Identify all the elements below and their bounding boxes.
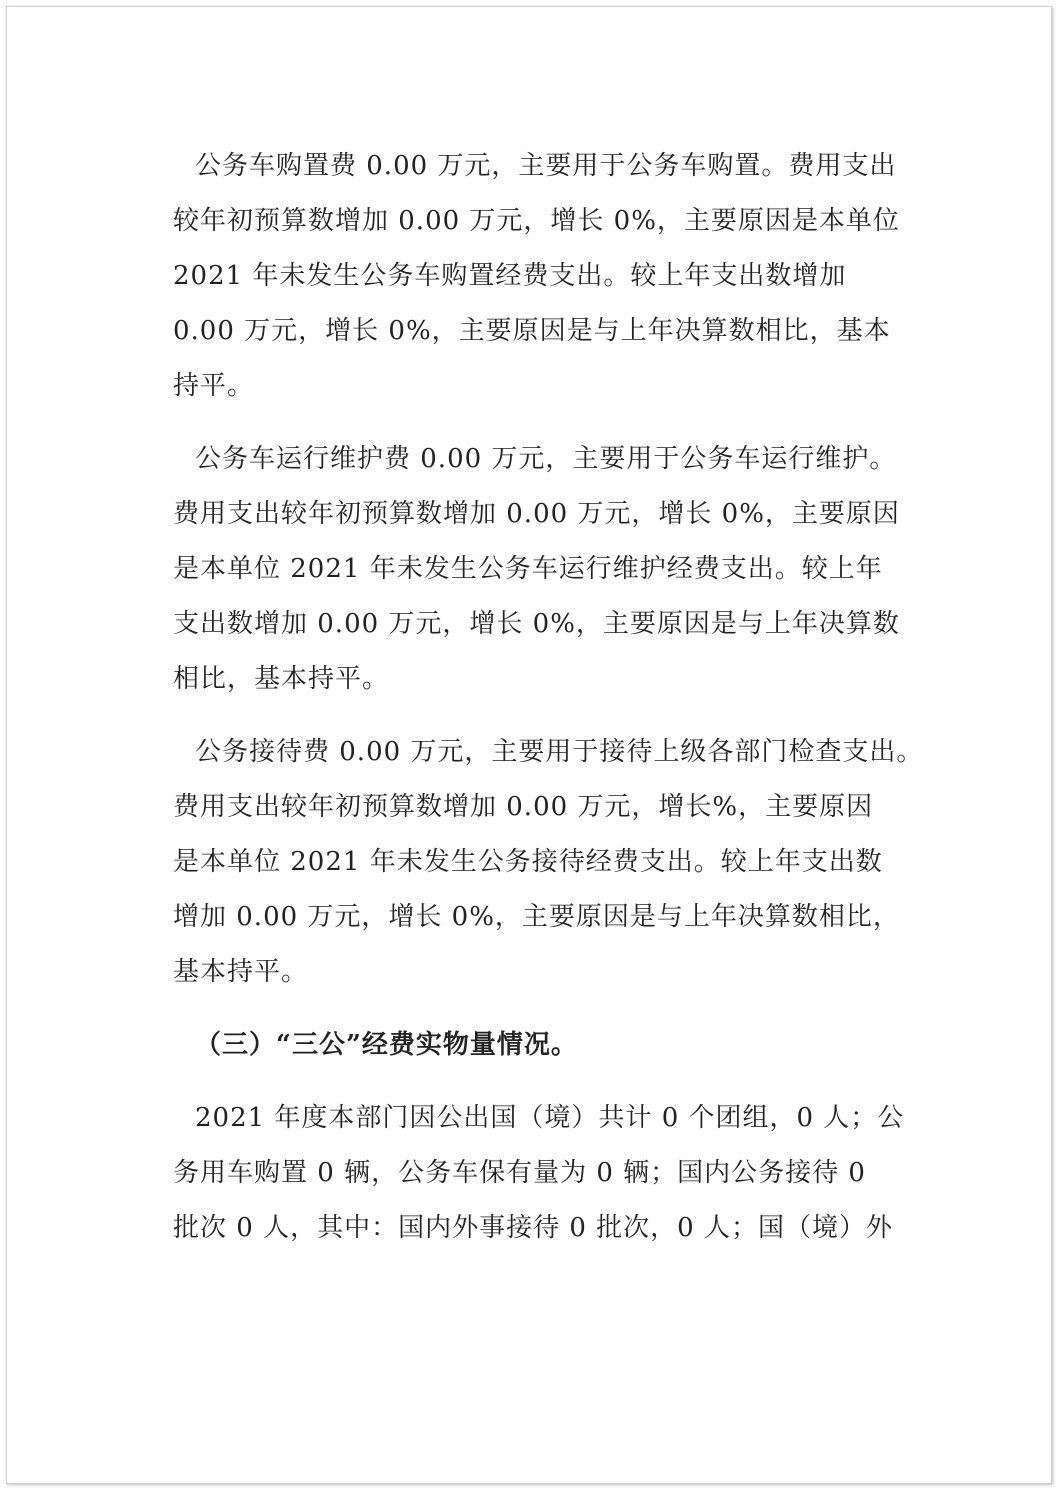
paragraph-gap xyxy=(173,707,933,725)
paragraph-line: 是本单位 2021 年未发生公务接待经费支出。较上年支出数 xyxy=(173,847,883,877)
paragraph-line: 费用支出较年初预算数增加 0.00 万元，增长 0%，主要原因 xyxy=(173,499,900,529)
paragraph-line: 务用车购置 0 辆，公务车保有量为 0 辆；国内公务接待 0 xyxy=(173,1158,866,1188)
paragraph-line: 2021 年未发生公务车购置经费支出。较上年支出数增加 xyxy=(173,261,847,291)
paragraph-vehicle-maintenance xyxy=(173,432,933,707)
paragraph-line: 支出数增加 0.00 万元，增长 0%，主要原因是与上年决算数 xyxy=(173,609,900,639)
paragraph-line: 相比，基本持平。 xyxy=(173,664,390,694)
paragraph-line: 0.00 万元，增长 0%，主要原因是与上年决算数相比，基本 xyxy=(173,316,891,346)
paragraph-line: 2021 年度本部门因公出国（境）共计 0 个团组，0 人；公 xyxy=(195,1103,905,1133)
document-body xyxy=(173,139,933,1256)
paragraph-line: 持平。 xyxy=(173,371,255,401)
paragraph-gap xyxy=(173,1073,933,1091)
paragraph-line: 公务车购置费 0.00 万元，主要用于公务车购置。费用支出 xyxy=(195,151,897,181)
paragraph-physical-quantity xyxy=(173,1091,933,1256)
paragraph-vehicle-purchase xyxy=(173,139,933,414)
paragraph-line: 较年初预算数增加 0.00 万元，增长 0%，主要原因是本单位 xyxy=(173,206,900,236)
paragraph-reception xyxy=(173,725,933,1000)
paragraph-line: 批次 0 人，其中：国内外事接待 0 批次，0 人；国（境）外 xyxy=(173,1213,893,1243)
document-page xyxy=(6,6,1052,1484)
paragraph-gap xyxy=(173,1000,933,1018)
paragraph-gap xyxy=(173,414,933,432)
paragraph-line: 是本单位 2021 年未发生公务车运行维护经费支出。较上年 xyxy=(173,554,883,584)
section-heading: （三）“三公”经费实物量情况。 xyxy=(195,1030,578,1060)
paragraph-line: 公务车运行维护费 0.00 万元，主要用于公务车运行维护。 xyxy=(195,444,897,474)
paragraph-line: 基本持平。 xyxy=(173,957,309,987)
paragraph-line: 公务接待费 0.00 万元，主要用于接待上级各部门检查支出。 xyxy=(195,737,924,767)
paragraph-line: 费用支出较年初预算数增加 0.00 万元，增长%，主要原因 xyxy=(173,792,874,822)
paragraph-line: 增加 0.00 万元，增长 0%，主要原因是与上年决算数相比， xyxy=(173,902,900,932)
